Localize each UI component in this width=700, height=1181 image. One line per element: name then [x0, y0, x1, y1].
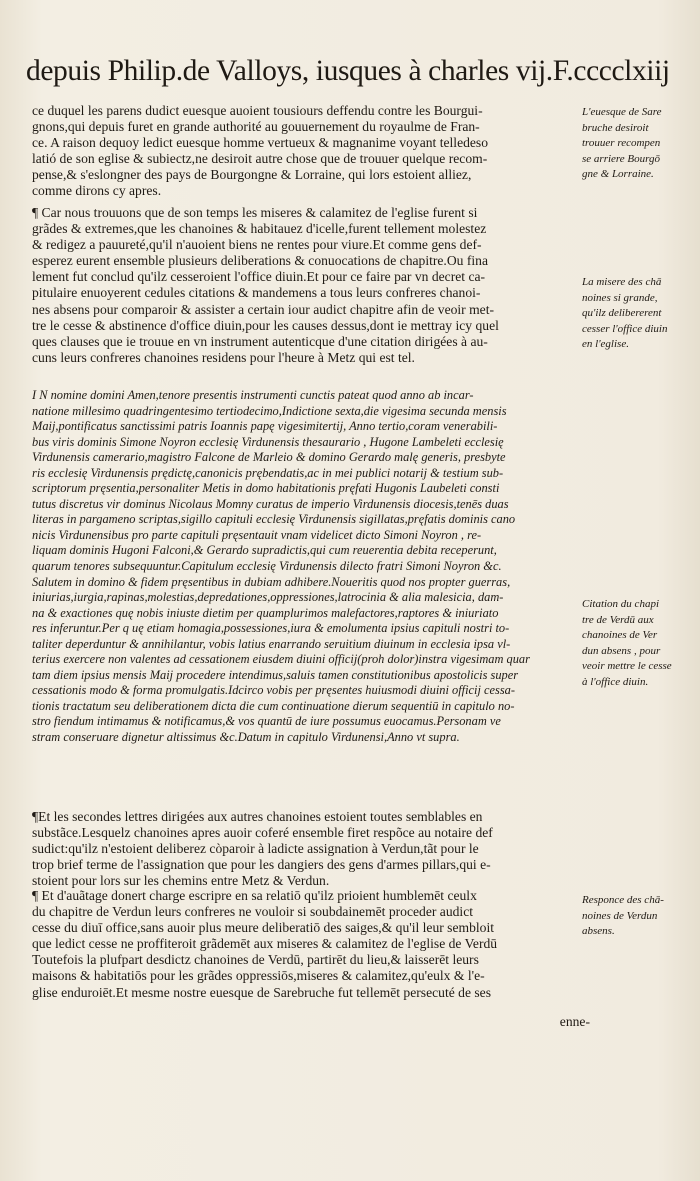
- text-line: literas in pargameno scriptas,sigillo capituli ecclesię Virdunensis sigillatas,pręfatis dominis cano: [32, 512, 516, 527]
- text-line: ¶Et les secondes lettres dirigées aux autres chanoines estoient toutes semblables en: [32, 809, 483, 824]
- sidenote-misere: [582, 275, 694, 353]
- text-line: ¶ Et d'auãtage donert charge escripre en sa relatiō qu'ilz prioient humblemēt ceulx: [32, 888, 477, 903]
- sidenote-line: trouuer recompen: [582, 137, 661, 150]
- text-line: nes absens pour comparoir & assister a certain iour audict chapitre afin de veoir met-: [32, 301, 495, 317]
- text-line: liquam dominis Hugoni Falconi,& Gerardo supradictis,qui cum reuerentia debita receperunt,: [32, 543, 497, 558]
- catchword: enne-: [559, 1014, 590, 1029]
- text-line: Virdunensis camerario,magistro Falcone de Marleio & domino Gerardo malę generis, presbyte: [32, 450, 506, 465]
- text-line: ce duquel les parens dudict euesque auoient tousiours deffendu contre les Bourgui-: [32, 103, 483, 118]
- sidenote-responce: [582, 893, 694, 940]
- text-line: ¶ Car nous trouuons que de son temps les miseres & calamitez de l'eglise furent si: [32, 205, 478, 220]
- sidenote-line: gne & Lorraine.: [582, 168, 654, 181]
- text-line: & redigez a pauureté,qu'il n'auoient biens ne rentes pour viure.Et comme gens def-: [32, 237, 482, 253]
- sidenote-line: tre de Verdū aux: [582, 613, 654, 626]
- paragraph-4: [32, 888, 552, 1001]
- text-line: lement fut conclud qu'ilz cesseroient l'office diuin.Et pour ce faire par vn decret ca-: [32, 269, 486, 285]
- sidenote-line: à l'office diuin.: [582, 675, 649, 688]
- text-line: na & exactiones quę nobis iniuste dietim per quamplurimos malefactores,raptores & iniuriato: [32, 605, 499, 620]
- sidenote-line: qu'ilz delibererent: [582, 307, 662, 320]
- text-line: comme dirons cy apres.: [32, 183, 162, 199]
- sidenote-line: dun absens , pour: [582, 644, 661, 657]
- text-line: nicis Virdunensibus pro parte capituli pręsentauit vnam videlicet dicto Simoni Noyron , re-: [32, 527, 482, 542]
- text-line: Salutem in domino & fidem pręsentibus in dubiam adhibere.Noueritis quod nos propter guerras,: [32, 574, 511, 589]
- text-line: stro fiendum intimamus & notificamus,& vos quantū de iure possumus euocamus.Personam ve: [32, 714, 501, 729]
- sidenote-line: Citation du chapi: [582, 598, 659, 610]
- text-line: stoient pour lors sur les chemins entre Metz & Verdun.: [32, 873, 330, 889]
- sidenote-line: La misere des chā: [582, 276, 662, 288]
- text-line: du chapitre de Verdun leurs confreres ne vouloir si soubdainemēt proceder audict: [32, 904, 474, 920]
- sidenote-line: Responce des chā-: [582, 894, 664, 906]
- sidenote-line: absens.: [582, 925, 615, 938]
- text-line: stram conseruare dignetur altissimus &c.Datum in capitulo Virdunensi,Anno vt supra.: [32, 730, 460, 745]
- sidenote-line: chanoines de Ver: [582, 629, 658, 642]
- text-line: res inferuntur.Per q uę etiam homagia,possessiones,iura & emolumenta ipsius capituli nostri to-: [32, 621, 510, 636]
- text-line: maisons & habitatiōs pour les grãdes oppressiōs,miseres & calamitez,qu'eulx & l'e-: [32, 968, 485, 984]
- text-line: tionis tractatum seu deliberationem dicta die cum continuatione dierum sequentiū in capitulo no-: [32, 698, 515, 713]
- sidenote-euesque: [582, 105, 694, 183]
- sidenote-line: noines de Verdun: [582, 909, 658, 922]
- text-line: ris ecclesię Virdunensis prędictę,canonicis prębendatis,ac in mei publici notarij & testium sub-: [32, 465, 504, 480]
- text-line: Maij,pontificatus sanctissimi patris Ioannis papę vigesimitertij, Anno tertio,coram venerabili-: [32, 419, 498, 434]
- text-line: gnons,qui depuis furet en grande authorité au gouuernement du royaulme de Fran-: [32, 119, 480, 135]
- text-line: grãdes & extremes,que les chanoines & habitauez d'icelle,furent tellement molestez: [32, 221, 487, 237]
- sidenote-citation: [582, 597, 694, 691]
- sidenote-line: bruche desiroit: [582, 121, 649, 134]
- sidenote-line: en l'eglise.: [582, 338, 629, 351]
- paragraph-3: [32, 809, 552, 889]
- text-line: taliter deperduntur & annihilantur, vobis latius enarrando seruitium diuinum in ecclesia ipsa vl-: [32, 636, 511, 651]
- sidenote-line: veoir mettre le cesse: [582, 660, 672, 673]
- text-line: iniurias,iurgia,rapinas,molestias,depredationes,oppressiones,latrocinia & alia malesicia, dam-: [32, 590, 504, 605]
- text-line: pense,& s'eslongner des pays de Bourgongne & Lorraine, qui lors estoient alliez,: [32, 167, 472, 183]
- sidenote-line: noines si grande,: [582, 291, 658, 304]
- text-line: que ledict cesse ne proffiteroit grãdemēt aux miseres & calamitez de l'eglise de Verdū: [32, 936, 498, 952]
- sidenote-line: L'euesque de Sare: [582, 106, 662, 118]
- text-line: I N nomine domini Amen,tenore presentis instrumenti cunctis pateat quod anno ab incar-: [32, 388, 474, 402]
- text-line: ce. A raison dequoy ledict euesque homme vertueux & magnanime voyant telledeso: [32, 135, 489, 151]
- sidenote-line: cesser l'office diuin: [582, 322, 668, 335]
- text-line: cesse du diuī office,sans auoir plus meure deliberatiō des saiges,& qu'il leur sembloit: [32, 920, 495, 936]
- text-line: tre le cesse & abstinence d'office diuin,pour les causes dessus,dont ie mettray icy quel: [32, 317, 499, 333]
- text-line: trop brief terme de l'assignation que pour les dangiers des gens d'armes pillars,qui e-: [32, 857, 491, 873]
- text-line: cuns leurs confreres chanoines residens pour l'heure à Metz qui est tel.: [32, 349, 415, 365]
- text-line: cessationis modo & forma promulgatis.Idcirco vobis per pręsentes huiusmodi diuini officij cessa-: [32, 683, 515, 698]
- text-line: natione millesimo quadringentesimo tertiodecimo,Indictione sexta,die vigesima secunda mensis: [32, 403, 507, 418]
- text-line: substãce.Lesquelz chanoines apres auoir coferé ensemble firet respõce au notaire def: [32, 825, 493, 841]
- text-line: sudict:qu'ilz n'estoient deliberez còparoir à ladicte assignation à Verdun,tãt pour le: [32, 841, 479, 857]
- latin-citation: [32, 388, 552, 746]
- text-line: ques clauses que ie trouue en vn instrument autenticque d'une citation dirigées à au-: [32, 333, 488, 349]
- text-line: bus viris dominis Simone Noyron ecclesię Virdunensis thesaurario , Hugone Lambeleti ecclesię: [32, 434, 504, 449]
- text-line: tam diem ipsius mensis Maij procedere intendimus,saluis tamen constitutionibus apostolicis super: [32, 667, 519, 682]
- paragraph-2: [32, 205, 552, 366]
- text-line: pitulaire enuoyerent cedules citations & mandemens a tous leurs confreres chanoi-: [32, 285, 481, 301]
- text-line: quarum tenores subsequuntur.Capitulum ecclesię Virdunensis dilecto fratri Simoni Noyron &c.: [32, 559, 502, 574]
- text-line: scriptorum pręsentia,personaliter Metis in domo habitationis pręfati Hugonis Laubeleti consti: [32, 481, 500, 496]
- paragraph-1: [32, 103, 552, 200]
- sidenote-line: se arriere Bourgō: [582, 152, 661, 165]
- running-header: depuis Philip.de Valloys, iusques à charles vij.F.cccclxiij: [26, 55, 670, 87]
- text-line: terius exercere non valentes ad cessationem eiusdem diuini officij(proh dolor)instra vigesimam quar: [32, 652, 530, 667]
- text-line: tutus discretus vir dominus Nicolaus Momny curatus de imperio Virdunensis diocesis,tenēs duas: [32, 496, 509, 511]
- text-line: glise enduroiēt.Et mesme nostre euesque de Sarebruche fut tellemēt persecuté de ses: [32, 984, 491, 1000]
- text-line: Toutefois la plufpart desdictz chanoines de Verdū, partirēt du lieu,& laisserēt leurs: [32, 952, 479, 968]
- text-line: latió de son eglise & subiectz,ne desiroit autre chose que de trouuer quelque recom-: [32, 151, 488, 167]
- text-line: esperez eurent ensemble plusieurs deliberations & conuocations de chapitre.Ou fina: [32, 253, 488, 269]
